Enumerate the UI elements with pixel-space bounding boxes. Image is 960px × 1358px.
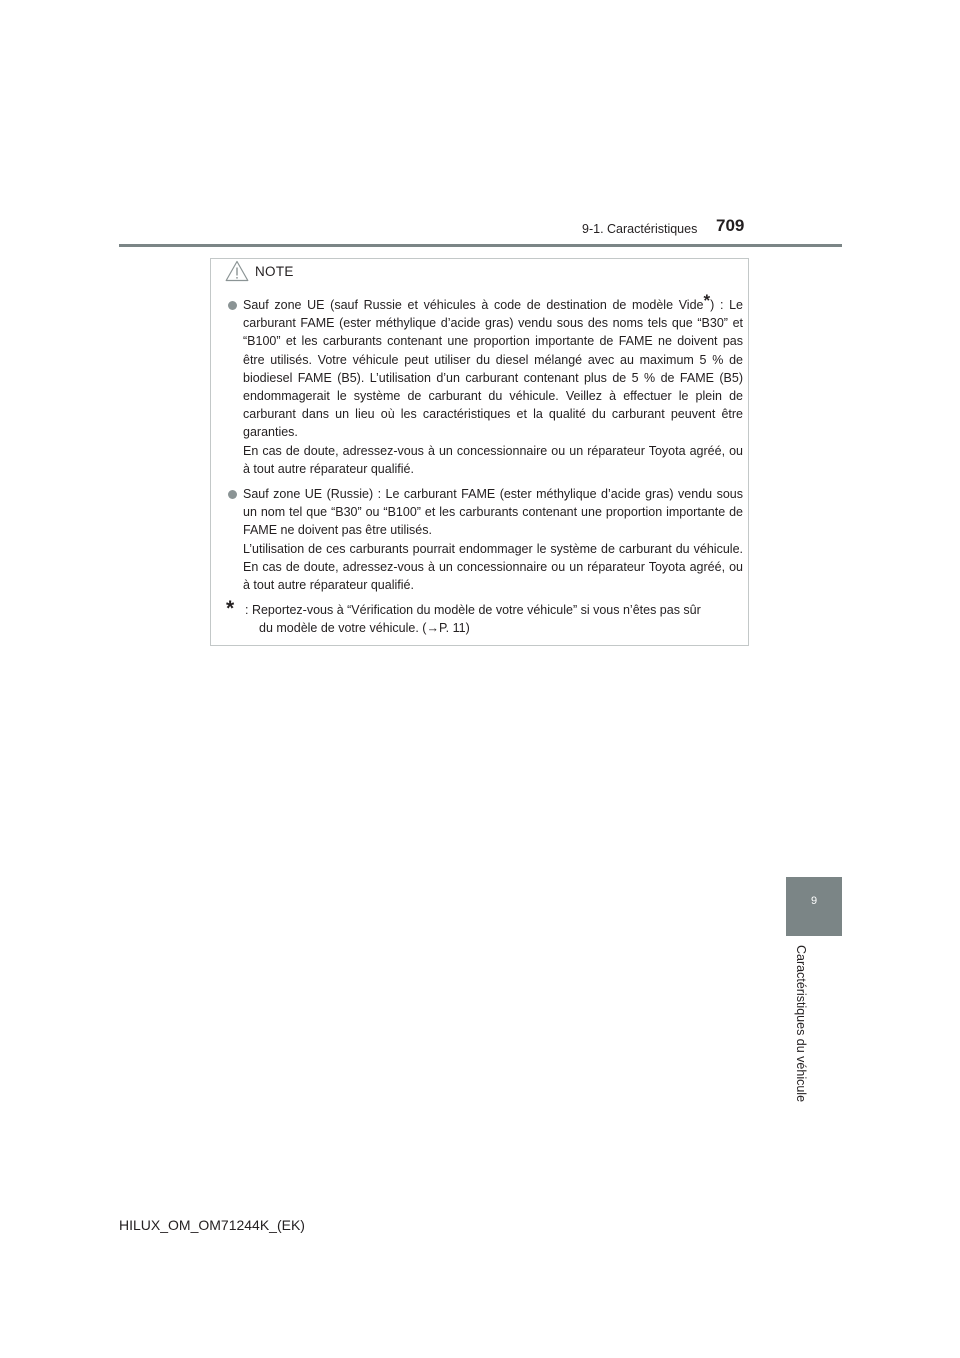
chapter-tab [786, 877, 842, 936]
footnote-marker: * [703, 291, 711, 310]
note-item-lead [243, 291, 744, 442]
warning-triangle-icon [225, 260, 249, 282]
note-item-text-2: En cas de doute, adressez-vous à un concessionnaire ou un réparateur Toyota agréé, ou à tout autre réparateur qualifié. [243, 443, 743, 476]
note-title: NOTE [255, 263, 294, 279]
page-number: 709 [716, 216, 745, 235]
note-item-text: Le carburant FAME (ester méthylique d’acide gras) vendu sous des noms tels que “B30” et “B100” et les carburants contenant une proportion importante de FAME ne doivent pas être utilisés. Votre véhicule peut utiliser du diesel mélangé avec au maximum 5 % de biodiesel FAME (B5). L’utilisation d’un carburant contenant plus de 5 % de FAME (B5) endommagerait le système de carburant du véhicule. Veillez à effectuer le plein de carburant dans un lieu où les caractéristiques et la qualité du carburant peuvent être garanties. [243, 298, 744, 440]
bullet-icon [228, 490, 237, 499]
footnote [226, 597, 743, 637]
note-item-lead-suffix: ) : [710, 298, 724, 312]
footnote-star: * [226, 597, 235, 621]
note-header [225, 260, 294, 282]
note-body [226, 291, 744, 638]
note-item [228, 291, 744, 478]
footnote-line-2: du modèle de votre véhicule. (→P. 11) [259, 621, 470, 636]
header-rule [119, 244, 842, 247]
note-item-lead-prefix: Sauf zone UE (sauf Russie et véhicules à code de destination de modèle Vide [243, 298, 704, 312]
footnote-line-1: : Reportez-vous à “Vérification du modèle de votre véhicule” si vous n’êtes pas sûr [245, 603, 701, 618]
chapter-number: 9 [810, 895, 818, 907]
chapter-label: Caractéristiques du véhicule [794, 945, 808, 1103]
bullet-icon [228, 301, 237, 310]
note-item [228, 485, 743, 594]
section-title: 9-1. Caractéristiques [582, 222, 698, 236]
note-item-text-2: L’utilisation de ces carburants pourrait endommager le système de carburant du véhicule. En cas de doute, adressez-vous à un concessionnaire ou un réparateur Toyota agréé, ou à tout autre réparateur qualifié. [243, 541, 743, 593]
note-item-text: Sauf zone UE (Russie) : Le carburant FAME (ester méthylique d’acide gras) vendu sous un nom tel que “B30” ou “B100” et les carburants contenant une proportion importante de FAME ne doivent pas être utilisés. [243, 487, 743, 538]
document-id: HILUX_OM_OM71244K_(EK) [119, 1217, 305, 1233]
